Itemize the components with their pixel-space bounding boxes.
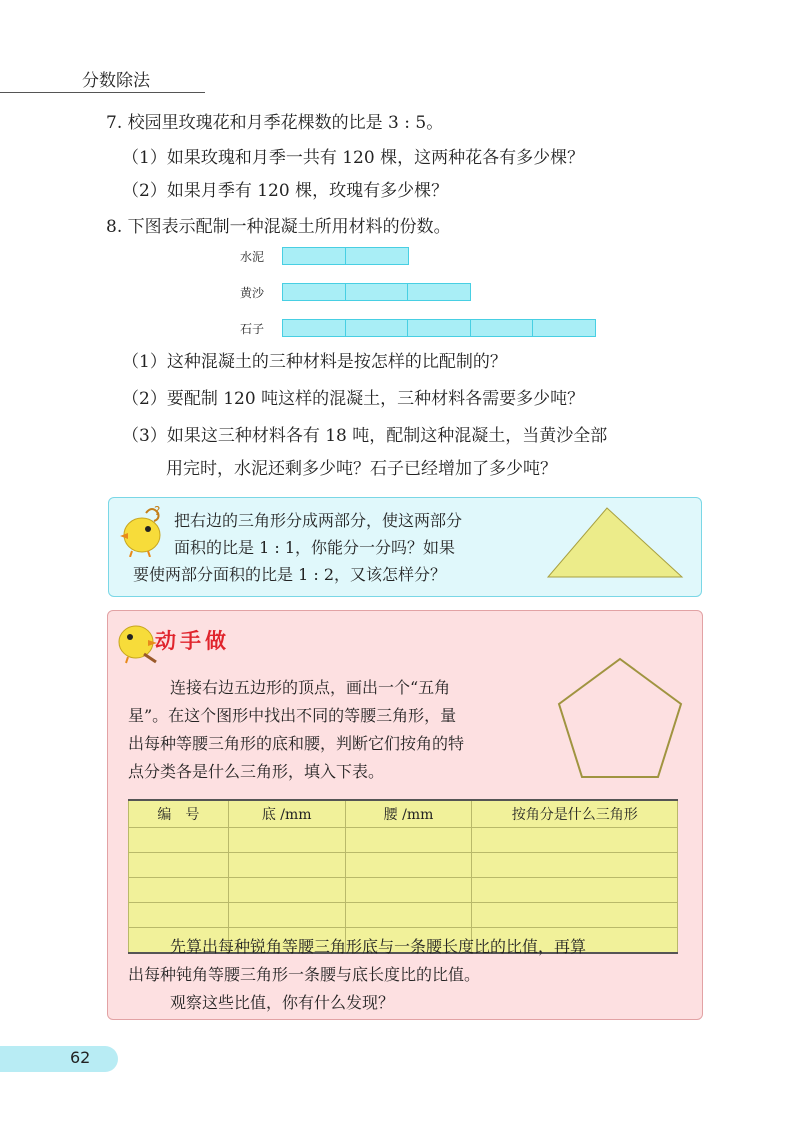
page-number: 62 xyxy=(70,1048,91,1067)
problem-7-q2: （2）如果月季有 120 棵，玫瑰有多少棵？ xyxy=(122,181,449,201)
pentagon-shape xyxy=(555,655,685,783)
table-cell xyxy=(472,828,678,853)
hands-on-outro-3: 观察这些比值，你有什么发现？ xyxy=(170,993,395,1012)
bar-label-cement: 水泥 xyxy=(240,250,265,264)
bar-label-gravel: 石子 xyxy=(240,322,265,336)
think-line-2: 面积的比是 1 : 1，你能分一分吗？如果 xyxy=(174,538,456,557)
page-number-tab xyxy=(0,1046,118,1072)
table-cell xyxy=(228,828,345,853)
bar-label-sand: 黄沙 xyxy=(240,286,265,300)
table-cell xyxy=(228,903,345,928)
table-cell xyxy=(228,853,345,878)
table-cell xyxy=(345,853,472,878)
table-header-cell: 编 号 xyxy=(129,800,229,828)
table-cell xyxy=(345,878,472,903)
table-row xyxy=(129,878,678,903)
table-cell xyxy=(129,903,229,928)
table-header-cell: 底 /mm xyxy=(228,800,345,828)
table-cell xyxy=(472,878,678,903)
hands-on-intro-2: 星”。在这个图形中找出不同的等腰三角形，量 xyxy=(128,706,457,725)
think-line-1: 把右边的三角形分成两部分，使这两部分 xyxy=(174,511,463,530)
problem-8-stem: 8. 下图表示配制一种混凝土所用材料的份数。 xyxy=(106,217,451,237)
problem-8-q3-line1: （3）如果这三种材料各有 18 吨，配制这种混凝土，当黄沙全部 xyxy=(122,426,608,446)
problem-8-q1: （1）这种混凝土的三种材料是按怎样的比配制的？ xyxy=(122,352,507,372)
table-cell xyxy=(345,903,472,928)
problem-7-stem: 7. 校园里玫瑰花和月季花棵数的比是 3 : 5。 xyxy=(106,113,444,133)
table-row xyxy=(129,828,678,853)
chick-icon xyxy=(114,618,158,664)
hands-on-intro-4: 点分类各是什么三角形，填入下表。 xyxy=(128,762,385,781)
problem-8-q2: （2）要配制 120 吨这样的混凝土，三种材料各需要多少吨？ xyxy=(122,389,585,409)
svg-text:?: ? xyxy=(154,504,161,518)
problem-8-q3-line2: 用完时，水泥还剩多少吨？石子已经增加了多少吨？ xyxy=(166,459,557,479)
think-line-3: 要使两部分面积的比是 1 : 2，又该怎样分？ xyxy=(133,565,447,584)
table-row xyxy=(129,853,678,878)
table-cell xyxy=(472,853,678,878)
hands-on-title: 动手做 xyxy=(155,629,230,653)
table-cell xyxy=(129,853,229,878)
hands-on-outro-2: 出每种钝角等腰三角形一条腰与底长度比的比值。 xyxy=(128,965,481,984)
problem-7-q1: （1）如果玫瑰和月季一共有 120 棵，这两种花各有多少棵？ xyxy=(122,148,585,168)
table-cell xyxy=(345,828,472,853)
table-cell xyxy=(228,878,345,903)
header-rule xyxy=(0,92,205,93)
hands-on-intro-1: 连接右边五边形的顶点，画出一个“五角 xyxy=(170,678,451,697)
thinking-chick-icon xyxy=(118,503,168,557)
isosceles-table xyxy=(128,799,678,954)
table-cell xyxy=(472,903,678,928)
table-header-cell: 按角分是什么三角形 xyxy=(472,800,678,828)
hands-on-intro-3: 出每种等腰三角形的底和腰，判断它们按角的特 xyxy=(128,734,465,753)
triangle-shape xyxy=(545,505,685,581)
hands-on-outro-1: 先算出每种锐角等腰三角形底与一条腰长度比的比值，再算 xyxy=(170,937,587,956)
bar-gravel xyxy=(282,319,596,337)
section-title: 分数除法 xyxy=(82,71,150,91)
table-header-row xyxy=(129,800,678,828)
table-cell xyxy=(129,828,229,853)
bar-sand xyxy=(282,283,471,301)
bar-cement xyxy=(282,247,409,265)
table-header-cell: 腰 /mm xyxy=(345,800,472,828)
table-cell xyxy=(129,878,229,903)
table-row xyxy=(129,903,678,928)
